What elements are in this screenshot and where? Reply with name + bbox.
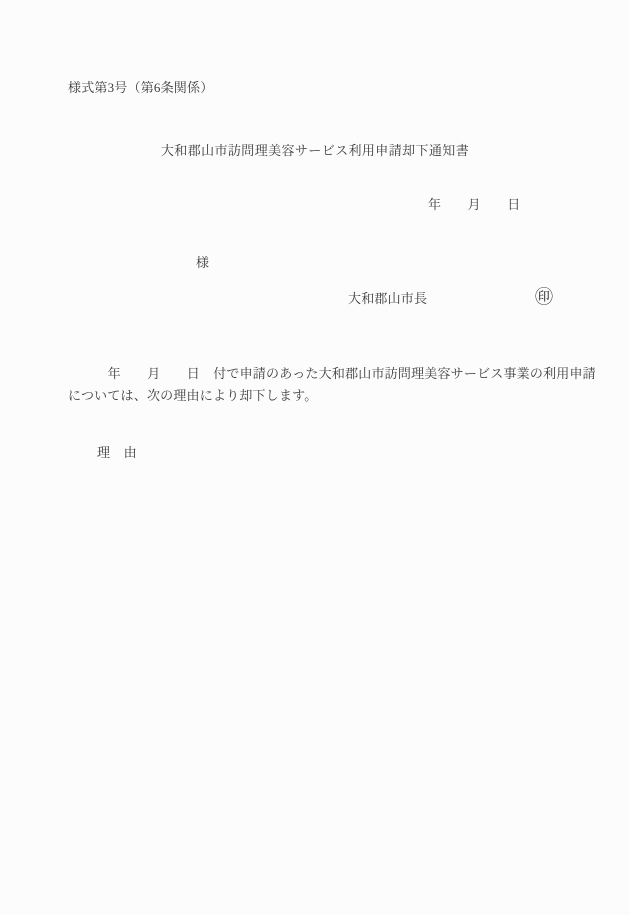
document-title: 大和郡山市訪問理美容サービス利用申請却下通知書 [160, 143, 470, 158]
addressee-honorific: 様 [196, 255, 210, 270]
body-paragraph-line-1: 年 月 日 付で申請のあった大和郡山市訪問理美容サービス事業の利用申請 [68, 366, 596, 381]
reason-label: 理 由 [97, 445, 137, 460]
issue-date-blank: 年 月 日 [428, 197, 521, 212]
sender-title: 大和郡山市長 [348, 291, 428, 306]
body-paragraph-line-2: については、次の理由により却下します。 [68, 388, 318, 403]
official-seal-mark: ㊞ [535, 287, 553, 307]
form-number: 様式第3号（第6条関係） [68, 80, 214, 95]
